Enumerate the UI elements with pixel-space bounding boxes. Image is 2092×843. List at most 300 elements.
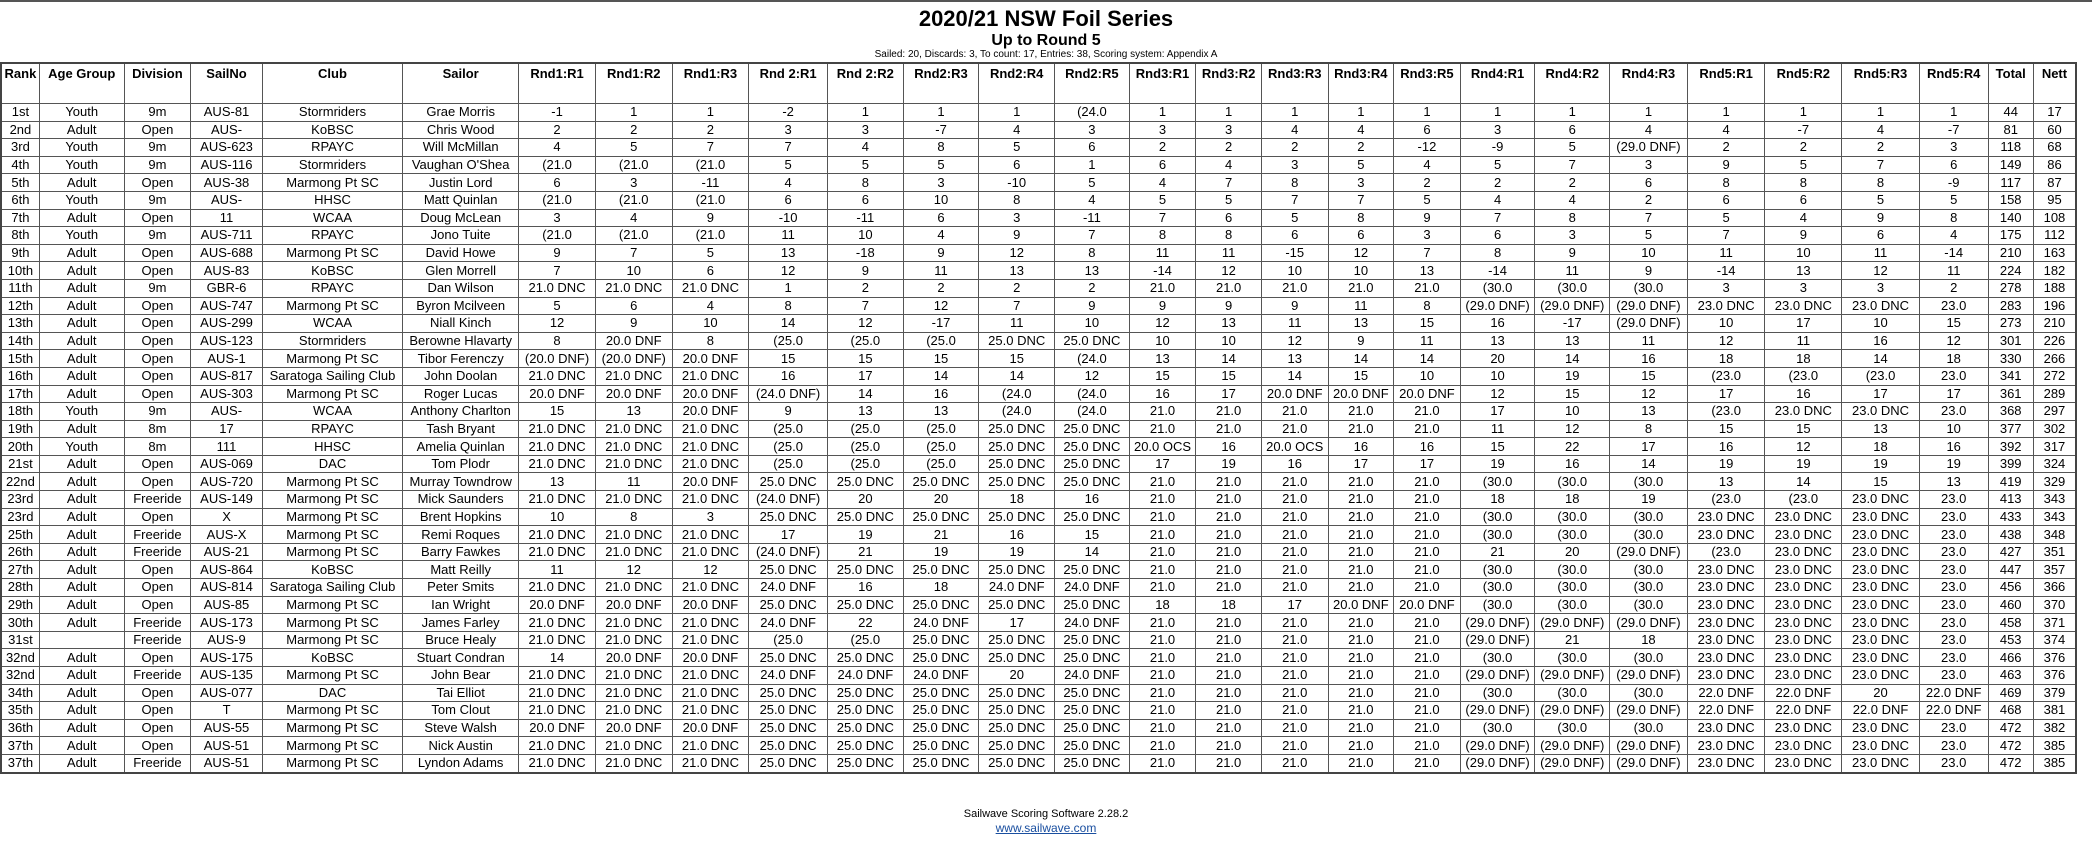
table-row xyxy=(1,315,2076,333)
table-cell: 16 xyxy=(749,367,828,385)
table-cell: 4 xyxy=(1842,121,1920,139)
table-cell: 21.0 xyxy=(1261,491,1328,509)
table-cell: 10 xyxy=(1610,244,1688,262)
table-cell: 4 xyxy=(519,139,596,157)
table-cell: 12 xyxy=(1328,244,1394,262)
table-cell: Adult xyxy=(39,385,124,403)
table-cell: 17 xyxy=(979,614,1055,632)
column-header: Rank xyxy=(1,63,39,104)
table-cell: 20.0 DNF xyxy=(672,473,749,491)
table-cell: (24.0 xyxy=(1055,104,1130,122)
table-cell: Glen Morrell xyxy=(403,262,519,280)
table-cell: 6 xyxy=(1765,191,1842,209)
table-row xyxy=(1,473,2076,491)
table-cell: (30.0 xyxy=(1610,649,1688,667)
table-cell: (23.0 xyxy=(1765,367,1842,385)
column-header: Rnd 2:R2 xyxy=(827,63,903,104)
table-cell: 81 xyxy=(1988,121,2033,139)
table-cell: 5 xyxy=(1394,191,1461,209)
table-cell: 23.0 DNC xyxy=(1765,737,1842,755)
table-cell: 21.0 DNC xyxy=(672,420,749,438)
table-cell: 9m xyxy=(124,139,191,157)
table-cell: Adult xyxy=(39,596,124,614)
table-cell: 2 xyxy=(1460,174,1535,192)
table-cell: 472 xyxy=(1988,737,2033,755)
table-cell: 224 xyxy=(1988,262,2033,280)
table-cell: 22.0 DNF xyxy=(1919,702,1988,720)
table-cell: Adult xyxy=(39,244,124,262)
table-cell: (30.0 xyxy=(1535,684,1610,702)
table-cell: -14 xyxy=(1460,262,1535,280)
table-cell: -2 xyxy=(749,104,828,122)
table-cell: 25.0 DNC xyxy=(827,737,903,755)
table-cell: 20 xyxy=(1535,543,1610,561)
table-row xyxy=(1,332,2076,350)
table-cell: (25.0 xyxy=(827,420,903,438)
table-cell: 23.0 DNC xyxy=(1687,631,1765,649)
table-cell: 4 xyxy=(1460,191,1535,209)
table-cell: 23.0 DNC xyxy=(1765,667,1842,685)
table-cell: Marmong Pt SC xyxy=(262,667,402,685)
table-cell: 21.0 xyxy=(1196,649,1262,667)
table-cell: (30.0 xyxy=(1460,526,1535,544)
table-cell: (23.0 xyxy=(1687,543,1765,561)
table-cell: 1 xyxy=(1328,104,1394,122)
table-cell: 23.0 DNC xyxy=(1842,508,1920,526)
table-cell: 11 xyxy=(1328,297,1394,315)
table-cell: -17 xyxy=(903,315,979,333)
table-cell: 466 xyxy=(1988,649,2033,667)
table-cell: 376 xyxy=(2033,667,2076,685)
table-cell: 21.0 xyxy=(1129,561,1196,579)
table-cell: AUS-720 xyxy=(191,473,263,491)
table-cell: 2 xyxy=(1055,279,1130,297)
table-cell: 20.0 DNF xyxy=(595,719,672,737)
table-cell: 149 xyxy=(1988,156,2033,174)
sailwave-link[interactable]: www.sailwave.com xyxy=(995,821,1097,835)
table-cell: (21.0 xyxy=(519,227,596,245)
table-cell: 196 xyxy=(2033,297,2076,315)
table-cell: 12 xyxy=(672,561,749,579)
table-cell: Open xyxy=(124,455,191,473)
table-cell: (29.0 DNF) xyxy=(1460,297,1535,315)
table-cell: 11 xyxy=(1765,332,1842,350)
page-title: 2020/21 NSW Foil Series xyxy=(918,6,1174,31)
table-cell: 427 xyxy=(1988,543,2033,561)
table-cell: Open xyxy=(124,684,191,702)
table-cell: 17 xyxy=(1196,385,1262,403)
table-cell: (29.0 DNF) xyxy=(1610,297,1688,315)
table-cell: 1 xyxy=(1765,104,1842,122)
table-cell: 297 xyxy=(2033,403,2076,421)
table-cell: (29.0 DNF) xyxy=(1460,614,1535,632)
table-cell: Anthony Charlton xyxy=(403,403,519,421)
table-cell: 21.0 xyxy=(1328,737,1394,755)
table-cell: 25.0 DNC xyxy=(1055,719,1130,737)
table-cell: 2 xyxy=(672,121,749,139)
table-cell: 13 xyxy=(827,403,903,421)
table-cell: 21.0 DNC xyxy=(595,526,672,544)
table-cell: 23.0 DNC xyxy=(1842,491,1920,509)
table-cell: 5 xyxy=(1261,209,1328,227)
table-cell: 1 xyxy=(1919,104,1988,122)
table-cell: 6 xyxy=(1460,227,1535,245)
table-cell: 25.0 DNC xyxy=(979,719,1055,737)
table-cell: 23.0 DNC xyxy=(1765,297,1842,315)
table-cell: 7 xyxy=(672,139,749,157)
table-cell: Marmong Pt SC xyxy=(262,614,402,632)
table-cell: 7 xyxy=(749,139,828,157)
table-cell: (25.0 xyxy=(749,420,828,438)
table-cell: -11 xyxy=(827,209,903,227)
table-cell: 25.0 DNC xyxy=(749,754,828,772)
table-cell: 25.0 DNC xyxy=(1055,455,1130,473)
table-row xyxy=(1,737,2076,755)
table-cell: Berowne Hlavarty xyxy=(403,332,519,350)
table-cell: 21.0 xyxy=(1196,684,1262,702)
table-cell: GBR-6 xyxy=(191,279,263,297)
table-cell: 21.0 DNC xyxy=(672,614,749,632)
table-cell: 3 xyxy=(1687,279,1765,297)
table-cell: 25.0 DNC xyxy=(903,737,979,755)
table-cell: 6 xyxy=(979,156,1055,174)
table-cell: 12 xyxy=(1842,262,1920,280)
column-header: Rnd3:R4 xyxy=(1328,63,1394,104)
table-cell: 11 xyxy=(1460,420,1535,438)
table-cell: Niall Kinch xyxy=(403,315,519,333)
table-cell: 10 xyxy=(827,227,903,245)
table-cell: 24.0 DNF xyxy=(827,667,903,685)
table-cell: 16 xyxy=(1610,350,1688,368)
table-cell: Marmong Pt SC xyxy=(262,526,402,544)
table-cell: 21.0 xyxy=(1261,754,1328,772)
table-cell: Tibor Ferenczy xyxy=(403,350,519,368)
table-cell: Adult xyxy=(39,491,124,509)
table-cell: 21.0 xyxy=(1129,279,1196,297)
table-cell: Adult xyxy=(39,332,124,350)
table-cell: Doug McLean xyxy=(403,209,519,227)
table-cell: 20.0 DNF xyxy=(672,385,749,403)
table-cell: 21.0 DNC xyxy=(595,543,672,561)
table-cell: 7 xyxy=(519,262,596,280)
table-cell: 21.0 xyxy=(1394,543,1461,561)
table-cell: 25.0 DNC xyxy=(979,332,1055,350)
table-row xyxy=(1,350,2076,368)
table-cell: 24.0 DNF xyxy=(749,614,828,632)
table-cell: AUS-85 xyxy=(191,596,263,614)
table-cell: 2 xyxy=(827,279,903,297)
table-cell: 9 xyxy=(1610,262,1688,280)
table-cell: Remi Roques xyxy=(403,526,519,544)
table-cell: 343 xyxy=(2033,508,2076,526)
table-cell: 11 xyxy=(1919,262,1988,280)
column-header: Rnd1:R2 xyxy=(595,63,672,104)
table-cell: 12 xyxy=(749,262,828,280)
table-cell: 16 xyxy=(1055,491,1130,509)
table-cell: Marmong Pt SC xyxy=(262,543,402,561)
table-cell: Vaughan O'Shea xyxy=(403,156,519,174)
table-cell: 21.0 xyxy=(1261,667,1328,685)
table-cell: 21.0 xyxy=(1394,526,1461,544)
table-cell: 5 xyxy=(827,156,903,174)
table-cell: 16 xyxy=(1261,455,1328,473)
table-cell: 7 xyxy=(827,297,903,315)
table-cell: 15 xyxy=(1919,315,1988,333)
table-cell: 12 xyxy=(979,244,1055,262)
table-cell: Youth xyxy=(39,438,124,456)
table-cell: 468 xyxy=(1988,702,2033,720)
table-cell: Adult xyxy=(39,737,124,755)
table-cell: 12th xyxy=(1,297,39,315)
table-cell: 21.0 xyxy=(1328,403,1394,421)
table-cell: 21.0 xyxy=(1261,561,1328,579)
table-cell: 15 xyxy=(903,350,979,368)
column-header: Age Group xyxy=(39,63,124,104)
table-cell: 25.0 DNC xyxy=(903,754,979,772)
table-cell: (29.0 DNF) xyxy=(1535,297,1610,315)
table-cell: 23.0 DNC xyxy=(1687,508,1765,526)
table-cell: 12 xyxy=(1687,332,1765,350)
table-cell: 392 xyxy=(1988,438,2033,456)
table-cell: 20.0 DNF xyxy=(1328,596,1394,614)
table-cell: 25.0 DNC xyxy=(1055,332,1130,350)
table-cell: 21.0 xyxy=(1129,631,1196,649)
table-cell: Youth xyxy=(39,191,124,209)
table-cell: 17 xyxy=(1610,438,1688,456)
table-cell: 5 xyxy=(595,139,672,157)
column-header: Rnd1:R3 xyxy=(672,63,749,104)
table-cell: 20.0 DNF xyxy=(672,596,749,614)
table-cell: John Doolan xyxy=(403,367,519,385)
table-row xyxy=(1,385,2076,403)
table-cell: 14 xyxy=(1765,473,1842,491)
table-cell: 23.0 xyxy=(1919,754,1988,772)
table-cell: 25.0 DNC xyxy=(1055,420,1130,438)
table-cell: (21.0 xyxy=(519,191,596,209)
table-cell: 188 xyxy=(2033,279,2076,297)
table-cell: 12 xyxy=(903,297,979,315)
table-cell: 9 xyxy=(1687,156,1765,174)
table-cell: 23.0 DNC xyxy=(1765,719,1842,737)
table-cell: 21.0 DNC xyxy=(519,667,596,685)
table-cell: 23.0 xyxy=(1919,579,1988,597)
table-cell: 11 xyxy=(1610,332,1688,350)
table-cell: 21.0 xyxy=(1394,403,1461,421)
table-cell: Youth xyxy=(39,139,124,157)
table-cell: 458 xyxy=(1988,614,2033,632)
table-cell: 9m xyxy=(124,279,191,297)
table-cell: 4 xyxy=(1765,209,1842,227)
table-cell: 15 xyxy=(1328,367,1394,385)
table-cell: 18 xyxy=(1610,631,1688,649)
table-cell: (30.0 xyxy=(1460,561,1535,579)
table-cell: (30.0 xyxy=(1460,579,1535,597)
table-cell: 3 xyxy=(979,209,1055,227)
table-cell: (25.0 xyxy=(827,438,903,456)
table-cell: 22.0 DNF xyxy=(1765,702,1842,720)
table-cell: 18 xyxy=(1687,350,1765,368)
table-cell: 23.0 DNC xyxy=(1687,297,1765,315)
table-cell: AUS-1 xyxy=(191,350,263,368)
table-cell: 19 xyxy=(1196,455,1262,473)
table-cell: Byron Mcilveen xyxy=(403,297,519,315)
table-cell: -11 xyxy=(672,174,749,192)
table-cell: Saratoga Sailing Club xyxy=(262,367,402,385)
table-cell: 13 xyxy=(1196,315,1262,333)
table-cell: 21.0 xyxy=(1196,561,1262,579)
table-cell: 3 xyxy=(1261,156,1328,174)
table-cell: 21.0 DNC xyxy=(519,526,596,544)
table-cell: 16 xyxy=(1842,332,1920,350)
table-cell: 19 xyxy=(979,543,1055,561)
table-cell: 23.0 xyxy=(1919,614,1988,632)
table-cell: Stormriders xyxy=(262,156,402,174)
table-cell: 5 xyxy=(1765,156,1842,174)
table-cell: Marmong Pt SC xyxy=(262,385,402,403)
table-cell: 16 xyxy=(1196,438,1262,456)
table-cell: 15 xyxy=(1765,420,1842,438)
table-cell: 20 xyxy=(1460,350,1535,368)
table-cell: -7 xyxy=(1765,121,1842,139)
table-cell: 32nd xyxy=(1,649,39,667)
table-cell: 11 xyxy=(979,315,1055,333)
table-cell: 23.0 DNC xyxy=(1687,667,1765,685)
table-cell: 22 xyxy=(827,614,903,632)
table-cell: 5 xyxy=(749,156,828,174)
table-cell: Marmong Pt SC xyxy=(262,491,402,509)
table-cell: 7 xyxy=(1535,156,1610,174)
table-cell: 8 xyxy=(1055,244,1130,262)
table-cell: 23.0 DNC xyxy=(1765,403,1842,421)
table-row xyxy=(1,209,2076,227)
table-cell: 368 xyxy=(1988,403,2033,421)
table-cell: 23.0 xyxy=(1919,367,1988,385)
table-cell: 329 xyxy=(2033,473,2076,491)
table-cell: 1 xyxy=(827,104,903,122)
table-cell: 25.0 DNC xyxy=(827,596,903,614)
table-cell: (25.0 xyxy=(903,455,979,473)
table-cell: 13 xyxy=(1055,262,1130,280)
table-cell: 23.0 DNC xyxy=(1842,667,1920,685)
table-cell: Matt Reilly xyxy=(403,561,519,579)
table-cell: 17 xyxy=(1129,455,1196,473)
table-cell: 23.0 DNC xyxy=(1687,561,1765,579)
table-cell: 9 xyxy=(672,209,749,227)
table-cell: 21.0 DNC xyxy=(519,491,596,509)
table-cell: 15 xyxy=(1129,367,1196,385)
table-row xyxy=(1,438,2076,456)
table-cell: (30.0 xyxy=(1610,596,1688,614)
table-cell: 9 xyxy=(749,403,828,421)
table-cell: (29.0 DNF) xyxy=(1610,614,1688,632)
table-cell: 25.0 DNC xyxy=(1055,702,1130,720)
table-cell: 21.0 xyxy=(1196,279,1262,297)
table-cell: 11 xyxy=(1196,244,1262,262)
table-cell: 24.0 DNF xyxy=(1055,667,1130,685)
table-cell: 10 xyxy=(1460,367,1535,385)
table-cell: 6 xyxy=(827,191,903,209)
table-cell: 13 xyxy=(1919,473,1988,491)
table-cell: 453 xyxy=(1988,631,2033,649)
table-cell: 68 xyxy=(2033,139,2076,157)
table-cell: 5 xyxy=(1687,209,1765,227)
table-cell: 23.0 DNC xyxy=(1765,596,1842,614)
table-row xyxy=(1,455,2076,473)
table-cell: 7 xyxy=(1196,174,1262,192)
table-cell: Open xyxy=(124,649,191,667)
table-cell: 8 xyxy=(1460,244,1535,262)
table-cell: 10 xyxy=(1129,332,1196,350)
table-cell: 21.0 DNC xyxy=(595,367,672,385)
table-cell: AUS-303 xyxy=(191,385,263,403)
table-cell: 6 xyxy=(1535,121,1610,139)
table-cell: 23rd xyxy=(1,508,39,526)
table-cell: AUS-817 xyxy=(191,367,263,385)
table-cell: 20.0 DNF xyxy=(672,403,749,421)
table-cell: Adult xyxy=(39,719,124,737)
table-cell: -12 xyxy=(1394,139,1461,157)
table-row xyxy=(1,719,2076,737)
table-cell: 16 xyxy=(1394,438,1461,456)
table-cell: (25.0 xyxy=(749,332,828,350)
table-cell: 21.0 xyxy=(1261,420,1328,438)
table-cell: 3rd xyxy=(1,139,39,157)
table-cell: Marmong Pt SC xyxy=(262,702,402,720)
table-cell: 5 xyxy=(979,139,1055,157)
table-cell: 5 xyxy=(1055,174,1130,192)
table-cell: 382 xyxy=(2033,719,2076,737)
table-cell: 341 xyxy=(1988,367,2033,385)
table-cell: RPAYC xyxy=(262,279,402,297)
table-cell: 21.0 xyxy=(1129,543,1196,561)
table-cell: 8 xyxy=(903,139,979,157)
table-cell: 23.0 DNC xyxy=(1765,543,1842,561)
table-cell: X xyxy=(191,508,263,526)
table-cell: AUS- xyxy=(191,403,263,421)
table-cell: 10th xyxy=(1,262,39,280)
table-row xyxy=(1,631,2076,649)
table-cell: 3 xyxy=(1328,174,1394,192)
table-cell: 2 xyxy=(519,121,596,139)
table-cell: 4 xyxy=(1261,121,1328,139)
table-cell: WCAA xyxy=(262,315,402,333)
column-header: Rnd5:R1 xyxy=(1687,63,1765,104)
table-cell: 14 xyxy=(1261,367,1328,385)
table-cell: 6 xyxy=(1842,227,1920,245)
table-cell: 16 xyxy=(1460,315,1535,333)
table-cell: (25.0 xyxy=(749,455,828,473)
table-cell: 21.0 DNC xyxy=(595,631,672,649)
table-cell: 6 xyxy=(1261,227,1328,245)
table-cell: 21.0 xyxy=(1129,420,1196,438)
table-cell: 14 xyxy=(1196,350,1262,368)
table-cell: 21.0 xyxy=(1261,737,1328,755)
table-cell: 21.0 xyxy=(1129,719,1196,737)
table-cell: 21.0 DNC xyxy=(595,455,672,473)
table-cell: (29.0 DNF) xyxy=(1610,543,1688,561)
table-cell: Open xyxy=(124,209,191,227)
table-cell: -1 xyxy=(519,104,596,122)
table-cell: 20.0 OCS xyxy=(1261,438,1328,456)
table-cell: Brent Hopkins xyxy=(403,508,519,526)
table-cell: 15 xyxy=(749,350,828,368)
table-cell: Open xyxy=(124,244,191,262)
table-cell: 12 xyxy=(1196,262,1262,280)
table-cell: 23.0 DNC xyxy=(1842,596,1920,614)
table-cell: 16 xyxy=(827,579,903,597)
table-cell: 379 xyxy=(2033,684,2076,702)
table-cell: 17 xyxy=(191,420,263,438)
